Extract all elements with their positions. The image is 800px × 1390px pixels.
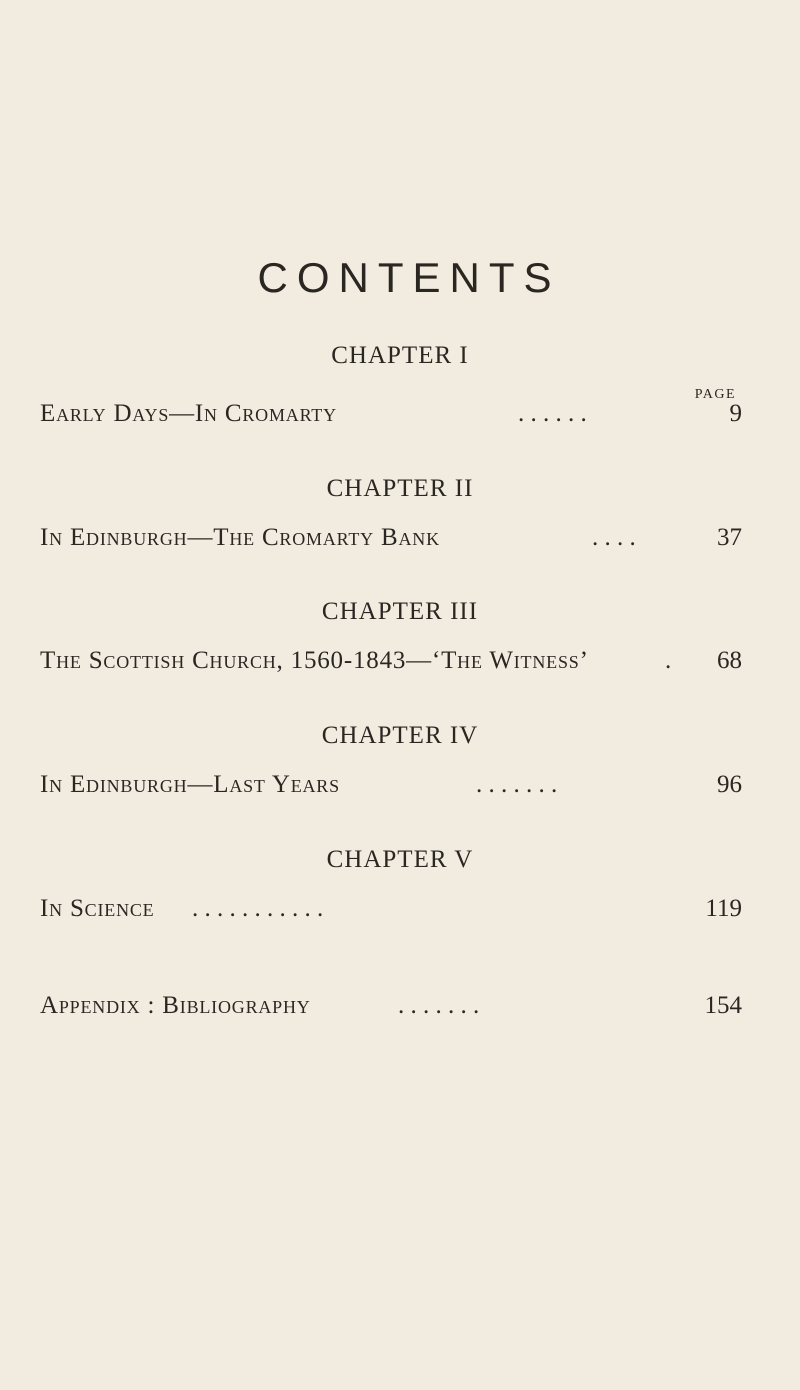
toc-entry-leader: . . . . [592, 524, 636, 551]
toc-entry-page: 9 [729, 400, 742, 427]
toc-entry-5[interactable] [40, 895, 742, 929]
chapter-heading-4: CHAPTER IV [321, 722, 479, 749]
toc-entry-leader: . . . . . . . . . . . [192, 895, 324, 922]
toc-entry-1[interactable] [40, 400, 742, 434]
toc-entry-appendix[interactable] [40, 992, 742, 1026]
toc-entry-title: Appendix : Bibliography [40, 992, 311, 1019]
toc-entry-title: In Science [40, 895, 155, 922]
toc-entry-2[interactable] [40, 524, 742, 558]
toc-entry-leader: . [665, 647, 672, 674]
toc-entry-leader: . . . . . . . [476, 771, 558, 798]
toc-entry-3[interactable] [40, 647, 742, 681]
page-column-label: PAGE [694, 387, 736, 402]
contents-title: CONTENTS [257, 254, 561, 301]
toc-entry-title: In Edinburgh—Last Years [40, 771, 340, 798]
chapter-heading-3: CHAPTER III [321, 598, 479, 625]
toc-entry-page: 154 [704, 992, 742, 1019]
toc-entry-page: 68 [717, 647, 742, 674]
toc-entry-title: In Edinburgh—The Cromarty Bank [40, 524, 440, 551]
toc-entry-leader: . . . . . . . [398, 992, 480, 1019]
toc-entry-4[interactable] [40, 771, 742, 805]
toc-entry-title: The Scottish Church, 1560-1843—‘The Witness’ [40, 647, 589, 674]
toc-entry-title: Early Days—In Cromarty [40, 400, 337, 427]
toc-entry-page: 37 [717, 524, 742, 551]
toc-entry-page: 96 [717, 771, 742, 798]
chapter-heading-2: CHAPTER II [326, 475, 474, 502]
chapter-heading-1: CHAPTER I [331, 342, 469, 369]
chapter-heading-5: CHAPTER V [326, 846, 474, 873]
toc-entry-leader: . . . . . . [518, 400, 587, 427]
toc-entry-page: 119 [705, 895, 742, 922]
